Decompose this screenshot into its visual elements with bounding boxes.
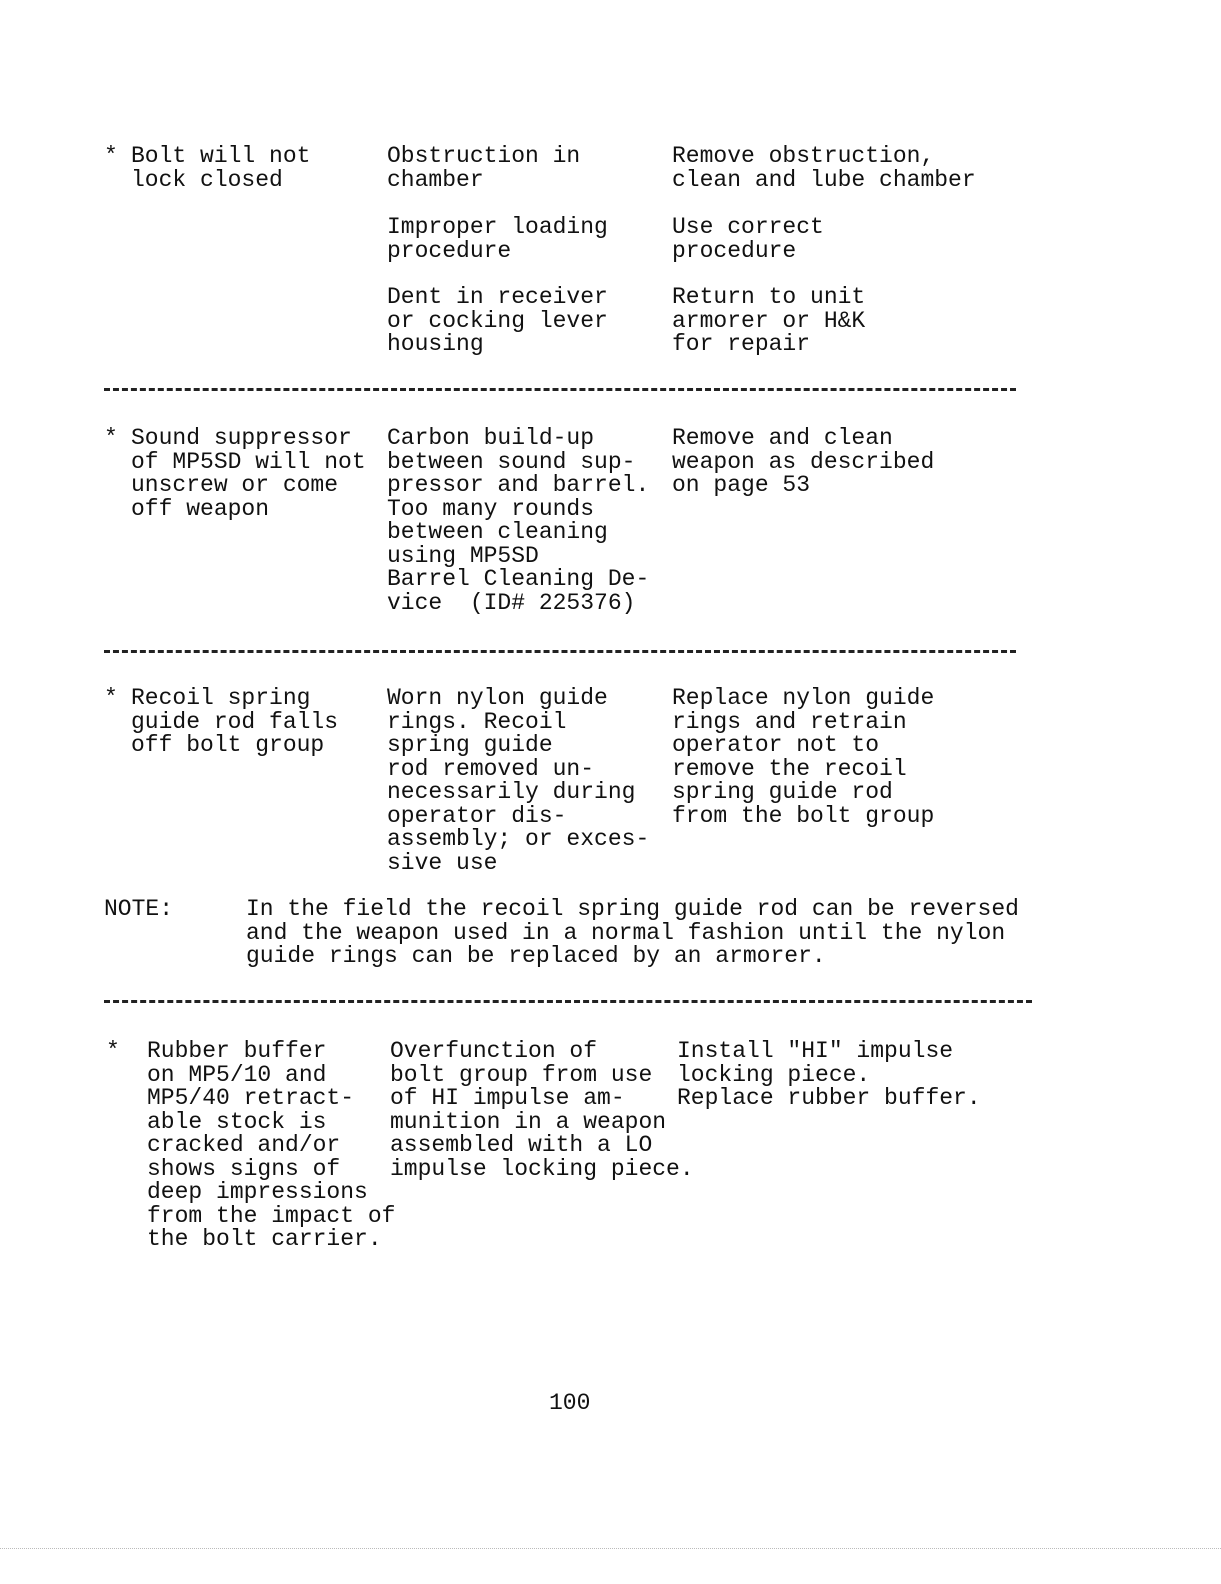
- cause-line: rod removed un-: [387, 755, 595, 782]
- cause-line: using MP5SD: [387, 542, 539, 569]
- cause-line: Improper loading: [387, 214, 608, 240]
- remedy-line: weapon as described: [672, 448, 935, 475]
- cause-line: munition in a weapon: [390, 1108, 667, 1135]
- cause-line: Overfunction of: [390, 1038, 598, 1064]
- cause-line: Carbon build-up: [387, 425, 595, 451]
- cause-line: necessarily during: [387, 779, 636, 805]
- problem-line: shows signs of: [147, 1155, 341, 1182]
- cause-line: housing: [387, 331, 484, 357]
- remedy-line: Return to unit: [672, 284, 866, 310]
- cause-line: assembled with a LO: [390, 1132, 653, 1158]
- remedy-line: locking piece.: [677, 1061, 871, 1088]
- remedy-line: armorer or H&K: [672, 307, 866, 334]
- problem-line: cracked and/or: [147, 1132, 341, 1158]
- problem-line: Recoil spring: [131, 685, 311, 711]
- remedy-line: Remove obstruction,: [672, 143, 935, 169]
- cause-line: operator dis-: [387, 802, 567, 829]
- cause-line: rings. Recoil: [387, 708, 567, 735]
- problem-line: of MP5SD will not: [131, 448, 366, 475]
- section-divider: [104, 388, 1016, 391]
- problem-line: guide rod falls: [131, 708, 339, 735]
- cause-line: pressor and barrel.: [387, 472, 650, 498]
- page-number: 100: [549, 1390, 591, 1416]
- cause-line: vice (ID# 225376): [387, 589, 636, 616]
- entry-bullet: *: [104, 685, 118, 711]
- problem-line: unscrew or come: [131, 472, 339, 498]
- remedy-line: on page 53: [672, 472, 811, 498]
- remedy-line: from the bolt group: [672, 802, 935, 829]
- cause-line: Dent in receiver: [387, 284, 608, 310]
- problem-line: from the impact of: [147, 1202, 396, 1229]
- section-divider: [104, 1000, 1032, 1003]
- cause-line: procedure: [387, 237, 512, 264]
- remedy-line: procedure: [672, 237, 797, 264]
- cause-line: Obstruction in: [387, 143, 581, 169]
- entry-bullet: *: [104, 425, 118, 451]
- problem-line: able stock is: [147, 1108, 327, 1135]
- section-divider: [104, 650, 1016, 653]
- problem-line: off bolt group: [131, 732, 325, 758]
- remedy-line: Use correct: [672, 214, 824, 240]
- remedy-line: rings and retrain: [672, 708, 907, 735]
- remedy-line: operator not to: [672, 732, 880, 758]
- cause-line: between cleaning: [387, 519, 608, 545]
- remedy-line: Replace nylon guide: [672, 685, 935, 711]
- note-line: guide rings can be replaced by an armorer.: [246, 943, 826, 969]
- problem-line: Sound suppressor: [131, 425, 352, 451]
- remedy-line: Remove and clean: [672, 425, 893, 451]
- remedy-line: remove the recoil: [672, 755, 907, 782]
- cause-line: Too many rounds: [387, 495, 595, 522]
- problem-line: deep impressions: [147, 1179, 368, 1205]
- problem-line: off weapon: [131, 495, 270, 522]
- remedy-line: Replace rubber buffer.: [677, 1085, 981, 1111]
- problem-line: Bolt will not: [131, 143, 311, 169]
- remedy-line: Install "HI" impulse: [677, 1038, 954, 1064]
- cause-line: Worn nylon guide: [387, 685, 608, 711]
- cause-line: bolt group from use: [390, 1061, 653, 1088]
- problem-line: Rubber buffer: [147, 1038, 327, 1064]
- remedy-line: spring guide rod: [672, 779, 893, 805]
- note-line: In the field the recoil spring guide rod can be reversed: [246, 896, 1019, 922]
- cause-line: between sound sup-: [387, 448, 636, 475]
- remedy-line: clean and lube chamber: [672, 166, 976, 193]
- note-line: and the weapon used in a normal fashion until the nylon: [246, 919, 1006, 946]
- cause-line: Barrel Cleaning De-: [387, 566, 650, 592]
- scan-artifact-line: [0, 1548, 1221, 1549]
- cause-line: spring guide: [387, 732, 553, 758]
- problem-line: MP5/40 retract-: [147, 1085, 355, 1111]
- cause-line: chamber: [387, 166, 484, 193]
- cause-line: impulse locking piece.: [390, 1155, 694, 1182]
- cause-line: assembly; or exces-: [387, 826, 650, 852]
- problem-line: lock closed: [131, 166, 283, 193]
- remedy-line: for repair: [672, 331, 811, 357]
- cause-line: sive use: [387, 849, 498, 876]
- entry-bullet: *: [106, 1038, 120, 1064]
- cause-line: of HI impulse am-: [390, 1085, 625, 1111]
- cause-line: or cocking lever: [387, 307, 608, 334]
- note-label: NOTE:: [104, 896, 174, 922]
- problem-line: on MP5/10 and: [147, 1061, 327, 1088]
- problem-line: the bolt carrier.: [147, 1226, 382, 1252]
- entry-bullet: *: [104, 143, 118, 169]
